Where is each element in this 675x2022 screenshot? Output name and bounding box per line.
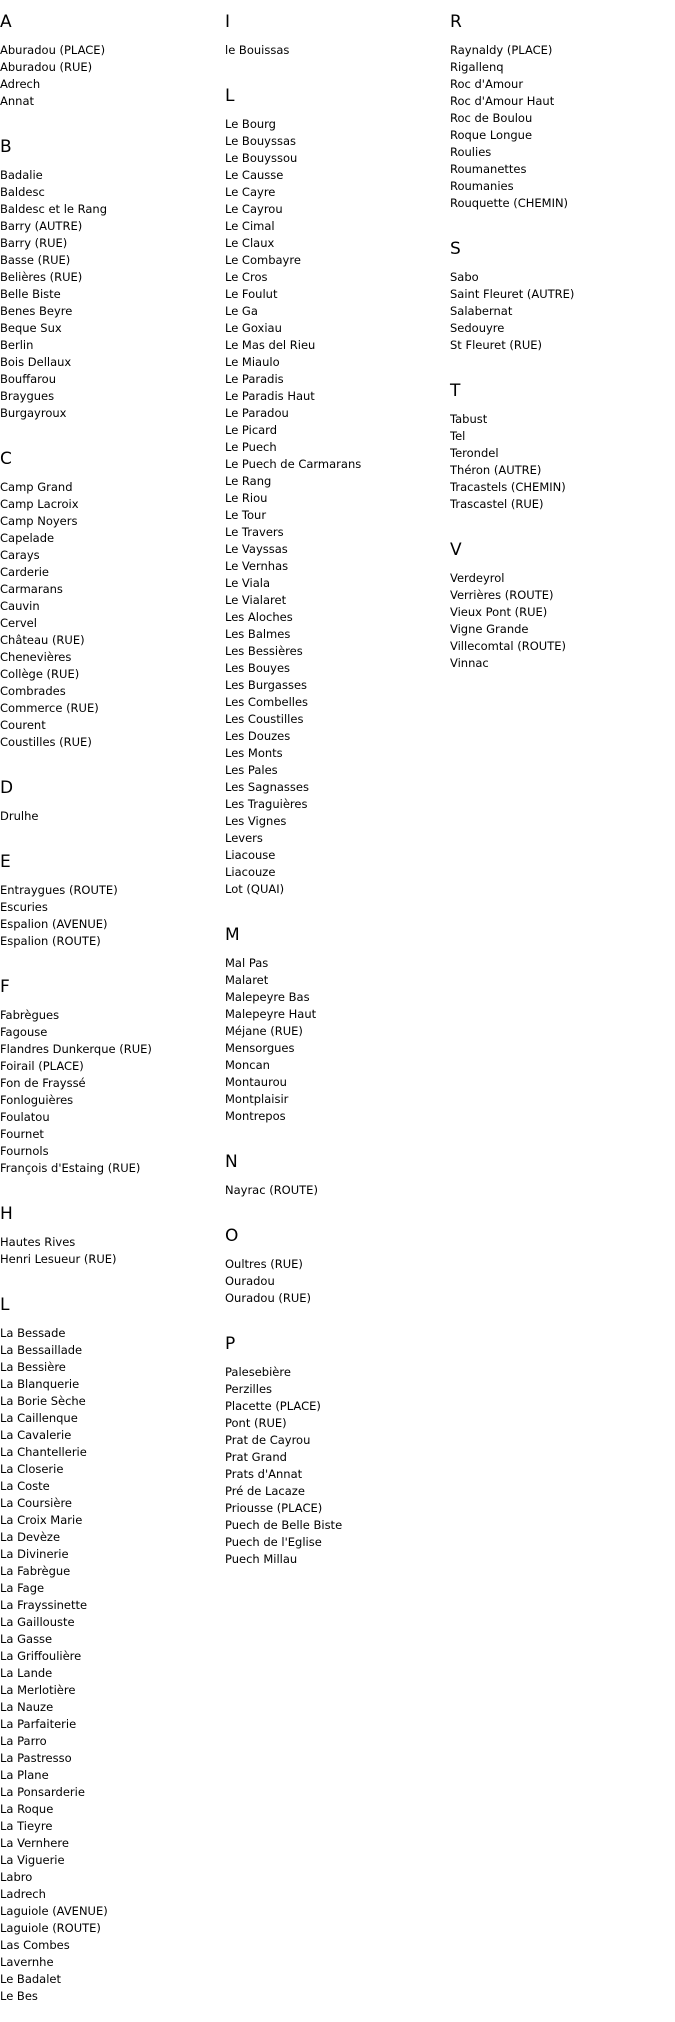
street-name: La Vernhere	[0, 1836, 69, 1850]
section-letter-heading: O	[225, 1226, 239, 1246]
letter-section	[0, 12, 222, 127]
street-name: Placette (PLACE)	[225, 1399, 321, 1413]
street-name: Les Traguières	[225, 797, 308, 811]
street-name: La Tieyre	[0, 1819, 53, 1833]
section-letter-heading: E	[0, 852, 11, 872]
letter-section	[450, 239, 672, 371]
street-name: Salabernat	[450, 304, 513, 318]
street-name: Méjane (RUE)	[225, 1024, 303, 1038]
section-letter-heading: M	[225, 925, 240, 945]
street-name: Ouradou (RUE)	[225, 1291, 312, 1305]
street-list	[0, 1325, 222, 2005]
street-name: Liacouse	[225, 848, 276, 862]
street-name: Mal Pas	[225, 956, 269, 970]
section-letter-heading: B	[0, 137, 12, 157]
street-name: La Coste	[0, 1479, 50, 1493]
street-name: Laguiole (ROUTE)	[0, 1921, 101, 1935]
street-name: Foirail (PLACE)	[0, 1059, 84, 1073]
street-name: Verrières (ROUTE)	[450, 588, 554, 602]
street-name: Camp Lacroix	[0, 497, 79, 511]
street-name: Le Goxiau	[225, 321, 282, 335]
street-name: le Bouissas	[225, 43, 290, 57]
street-list	[0, 1234, 222, 1268]
street-name: La Gasse	[0, 1632, 53, 1646]
street-name: Baldesc et le Rang	[0, 202, 108, 216]
street-name: La Cavalerie	[0, 1428, 72, 1442]
street-name: Nayrac (ROUTE)	[225, 1183, 318, 1197]
street-name: Le Puech de Carmarans	[225, 457, 362, 471]
street-name: Flandres Dunkerque (RUE)	[0, 1042, 152, 1056]
street-name: Fon de Frayssé	[0, 1076, 86, 1090]
index-column-2	[225, 0, 447, 1585]
street-name: Le Bouyssas	[225, 134, 296, 148]
street-name: La Fabrègue	[0, 1564, 71, 1578]
street-name: Montaurou	[225, 1075, 287, 1089]
street-list	[225, 1182, 447, 1199]
street-name: Le Paradis	[225, 372, 284, 386]
section-letter-heading: F	[0, 977, 10, 997]
street-name: Braygues	[0, 389, 55, 403]
street-name: Le Miaulo	[225, 355, 280, 369]
street-name: Les Combelles	[225, 695, 309, 709]
street-name: Le Mas del Rieu	[225, 338, 316, 352]
street-name: Levers	[225, 831, 263, 845]
section-letter-heading: N	[225, 1152, 238, 1172]
street-name: Le Vayssas	[225, 542, 288, 556]
street-name: Les Burgasses	[225, 678, 308, 692]
street-name: Le Vernhas	[225, 559, 289, 573]
street-name: La Parfaiterie	[0, 1717, 77, 1731]
street-name: Puech Millau	[225, 1552, 298, 1566]
street-name: Château (RUE)	[0, 633, 85, 647]
street-name: Annat	[0, 94, 35, 108]
street-name: Montplaisir	[225, 1092, 289, 1106]
street-name: Collège (RUE)	[0, 667, 80, 681]
street-name: Commerce (RUE)	[0, 701, 99, 715]
street-name: Le Picard	[225, 423, 278, 437]
street-name: Carmarans	[0, 582, 63, 596]
street-name: Le Riou	[225, 491, 268, 505]
street-name: Vieux Pont (RUE)	[450, 605, 548, 619]
street-name: La Bessade	[0, 1326, 66, 1340]
street-name: Le Badalet	[0, 1972, 61, 1986]
street-name: La Gaillouste	[0, 1615, 75, 1629]
street-name: Vinnac	[450, 656, 489, 670]
street-name: La Plane	[0, 1768, 49, 1782]
street-name: La Frayssinette	[0, 1598, 88, 1612]
street-name: Trascastel (RUE)	[450, 497, 544, 511]
section-letter-heading: T	[450, 381, 461, 401]
street-name: Le Cros	[225, 270, 268, 284]
street-name: La Coursière	[0, 1496, 73, 1510]
street-name: Fabrègues	[0, 1008, 60, 1022]
street-name: Le Claux	[225, 236, 275, 250]
street-list	[450, 411, 672, 513]
street-name: Le Vialaret	[225, 593, 287, 607]
street-name: Montrepos	[225, 1109, 286, 1123]
street-name: La Roque	[0, 1802, 54, 1816]
street-name: Le Combayre	[225, 253, 301, 267]
street-name: Entraygues (ROUTE)	[0, 883, 118, 897]
letter-section	[0, 137, 222, 439]
letter-section	[225, 925, 447, 1142]
street-name: Malaret	[225, 973, 269, 987]
street-list	[0, 479, 222, 751]
street-list	[225, 42, 447, 59]
street-name: Bouffarou	[0, 372, 56, 386]
street-name: Basse (RUE)	[0, 253, 71, 267]
street-name: Perzilles	[225, 1382, 273, 1396]
street-name: Le Travers	[225, 525, 284, 539]
street-name: Sedouyre	[450, 321, 505, 335]
section-letter-heading: L	[0, 1295, 10, 1315]
street-name: Ladrech	[0, 1887, 46, 1901]
street-name: Le Puech	[225, 440, 277, 454]
street-name: Aburadou (RUE)	[0, 60, 93, 74]
street-name: La Parro	[0, 1734, 47, 1748]
street-name: Adrech	[0, 77, 41, 91]
letter-section	[0, 1204, 222, 1285]
street-name: Le Bourg	[225, 117, 276, 131]
street-name: Les Pales	[225, 763, 278, 777]
street-name: Coustilles (RUE)	[0, 735, 92, 749]
letter-section	[225, 1226, 447, 1324]
street-name: Bois Dellaux	[0, 355, 72, 369]
street-list	[450, 42, 672, 212]
street-name: Rigallenq	[450, 60, 504, 74]
street-name: Puech de Belle Biste	[225, 1518, 343, 1532]
street-name: Le Paradis Haut	[225, 389, 315, 403]
street-name: Camp Noyers	[0, 514, 78, 528]
letter-section	[450, 381, 672, 530]
street-name: Roque Longue	[450, 128, 533, 142]
street-name: Les Bessières	[225, 644, 303, 658]
street-name: La Lande	[0, 1666, 53, 1680]
street-name: Courent	[0, 718, 46, 732]
letter-section	[225, 86, 447, 915]
street-name: Lot (QUAI)	[225, 882, 285, 896]
street-name: Espalion (ROUTE)	[0, 934, 101, 948]
street-name: La Caillenque	[0, 1411, 78, 1425]
street-name: Pont (RUE)	[225, 1416, 287, 1430]
street-name: Raynaldy (PLACE)	[450, 43, 553, 57]
street-list	[0, 42, 222, 110]
street-name: Fagouse	[0, 1025, 48, 1039]
street-name: Prat de Cayrou	[225, 1433, 311, 1447]
street-name: La Devèze	[0, 1530, 61, 1544]
street-name: Puech de l'Eglise	[225, 1535, 322, 1549]
letter-section	[225, 1334, 447, 1585]
street-name: Roumanettes	[450, 162, 527, 176]
section-letter-heading: L	[225, 86, 235, 106]
street-name: Beque Sux	[0, 321, 62, 335]
street-name: Drulhe	[0, 809, 39, 823]
street-name: Le Viala	[225, 576, 271, 590]
street-name: Cervel	[0, 616, 37, 630]
section-letter-heading: P	[225, 1334, 236, 1354]
street-name: Carderie	[0, 565, 49, 579]
street-list	[225, 1256, 447, 1307]
street-name: St Fleuret (RUE)	[450, 338, 542, 352]
street-name: Les Sagnasses	[225, 780, 309, 794]
street-list	[0, 882, 222, 950]
street-list	[450, 269, 672, 354]
street-name: Labro	[0, 1870, 33, 1884]
street-name: Oultres (RUE)	[225, 1257, 303, 1271]
street-name: La Blanquerie	[0, 1377, 80, 1391]
street-name: Le Causse	[225, 168, 284, 182]
street-name: Ouradou	[225, 1274, 275, 1288]
letter-section	[450, 12, 672, 229]
street-list	[0, 1007, 222, 1177]
street-name: Barry (RUE)	[0, 236, 68, 250]
street-name: Vigne Grande	[450, 622, 529, 636]
street-name: Liacouze	[225, 865, 276, 879]
street-name: François d'Estaing (RUE)	[0, 1161, 141, 1175]
street-name: Roc d'Amour	[450, 77, 524, 91]
street-list	[0, 167, 222, 422]
street-list	[225, 1364, 447, 1568]
letter-section	[0, 1295, 222, 2022]
street-name: Le Paradou	[225, 406, 289, 420]
street-name: La Croix Marie	[0, 1513, 83, 1527]
street-name: La Pastresso	[0, 1751, 72, 1765]
street-name: Tabust	[450, 412, 488, 426]
street-name: La Fage	[0, 1581, 45, 1595]
street-name: La Ponsarderie	[0, 1785, 85, 1799]
section-letter-heading: D	[0, 778, 14, 798]
street-name: Lavernhe	[0, 1955, 54, 1969]
street-name: La Bessière	[0, 1360, 66, 1374]
street-name: Malepeyre Haut	[225, 1007, 317, 1021]
section-letter-heading: H	[0, 1204, 13, 1224]
street-name: Le Cimal	[225, 219, 275, 233]
street-name: Cauvin	[0, 599, 40, 613]
letter-section	[0, 449, 222, 768]
street-name: Chenevières	[0, 650, 72, 664]
street-name: Les Aloches	[225, 610, 293, 624]
street-name: Combrades	[0, 684, 66, 698]
street-name: Les Bouyes	[225, 661, 291, 675]
street-name: Capelade	[0, 531, 55, 545]
street-name: Fonloguières	[0, 1093, 74, 1107]
letter-section	[0, 852, 222, 967]
section-letter-heading: C	[0, 449, 12, 469]
street-name: La Bessaillade	[0, 1343, 83, 1357]
letter-section	[450, 540, 672, 689]
street-name: Roulies	[450, 145, 492, 159]
street-name: Roumanies	[450, 179, 514, 193]
street-name: Mensorgues	[225, 1041, 295, 1055]
section-letter-heading: I	[225, 12, 231, 32]
section-letter-heading: S	[450, 239, 461, 259]
street-name: Les Douzes	[225, 729, 291, 743]
street-name: Priousse (PLACE)	[225, 1501, 323, 1515]
street-name: Tel	[450, 429, 466, 443]
street-name: Prat Grand	[225, 1450, 287, 1464]
street-name: Benes Beyre	[0, 304, 73, 318]
street-name: Henri Lesueur (RUE)	[0, 1252, 117, 1266]
street-name: Belières (RUE)	[0, 270, 83, 284]
street-name: Tracastels (CHEMIN)	[450, 480, 566, 494]
street-name: Verdeyrol	[450, 571, 505, 585]
street-name: Les Vignes	[225, 814, 287, 828]
street-name: Fournols	[0, 1144, 49, 1158]
street-name: La Borie Sèche	[0, 1394, 86, 1408]
street-name: Fournet	[0, 1127, 44, 1141]
street-name: Le Cayrou	[225, 202, 283, 216]
street-name: Le Bes	[0, 1989, 38, 2003]
street-name: Espalion (AVENUE)	[0, 917, 108, 931]
street-name: Sabo	[450, 270, 479, 284]
letter-section	[0, 977, 222, 1194]
street-name: Belle Biste	[0, 287, 61, 301]
letter-section	[0, 778, 222, 842]
index-column-3	[450, 0, 672, 689]
street-list	[225, 955, 447, 1125]
street-name: Rouquette (CHEMIN)	[450, 196, 569, 210]
street-name: Prats d'Annat	[225, 1467, 303, 1481]
street-name: Burgayroux	[0, 406, 67, 420]
street-name: La Chantellerie	[0, 1445, 87, 1459]
street-name: Laguiole (AVENUE)	[0, 1904, 108, 1918]
street-list	[0, 808, 222, 825]
street-list	[450, 570, 672, 672]
street-list	[225, 116, 447, 898]
section-letter-heading: V	[450, 540, 462, 560]
street-name: Palesebière	[225, 1365, 291, 1379]
street-name: Les Coustilles	[225, 712, 304, 726]
street-name: La Nauze	[0, 1700, 54, 1714]
street-name: Malepeyre Bas	[225, 990, 310, 1004]
street-name: Pré de Lacaze	[225, 1484, 305, 1498]
street-name: Le Cayre	[225, 185, 276, 199]
street-name: Les Monts	[225, 746, 283, 760]
street-name: La Griffoulière	[0, 1649, 82, 1663]
street-name: Villecomtal (ROUTE)	[450, 639, 566, 653]
street-name: La Viguerie	[0, 1853, 65, 1867]
index-column-1	[0, 0, 222, 2022]
street-name: Baldesc	[0, 185, 45, 199]
section-letter-heading: R	[450, 12, 462, 32]
street-name: La Merlotière	[0, 1683, 76, 1697]
street-name: Roc de Boulou	[450, 111, 533, 125]
street-name: Terondel	[450, 446, 499, 460]
street-name: Saint Fleuret (AUTRE)	[450, 287, 575, 301]
street-name: Escuries	[0, 900, 48, 914]
street-name: Les Balmes	[225, 627, 291, 641]
letter-section	[225, 1152, 447, 1216]
street-name: Carays	[0, 548, 40, 562]
section-letter-heading: A	[0, 12, 12, 32]
street-name: Aburadou (PLACE)	[0, 43, 106, 57]
letter-section	[225, 12, 447, 76]
street-name: Camp Grand	[0, 480, 73, 494]
street-name: Le Tour	[225, 508, 267, 522]
street-name: Le Foulut	[225, 287, 278, 301]
street-name: Barry (AUTRE)	[0, 219, 83, 233]
street-name: Roc d'Amour Haut	[450, 94, 555, 108]
street-name: Hautes Rives	[0, 1235, 76, 1249]
street-name: La Divinerie	[0, 1547, 69, 1561]
street-name: Foulatou	[0, 1110, 50, 1124]
street-name: Las Combes	[0, 1938, 70, 1952]
street-name: Le Rang	[225, 474, 272, 488]
street-name: Le Ga	[225, 304, 258, 318]
street-name: Badalie	[0, 168, 43, 182]
street-name: La Closerie	[0, 1462, 64, 1476]
street-name: Le Bouyssou	[225, 151, 298, 165]
street-name: Berlin	[0, 338, 34, 352]
street-name: Moncan	[225, 1058, 270, 1072]
street-name: Théron (AUTRE)	[450, 463, 542, 477]
